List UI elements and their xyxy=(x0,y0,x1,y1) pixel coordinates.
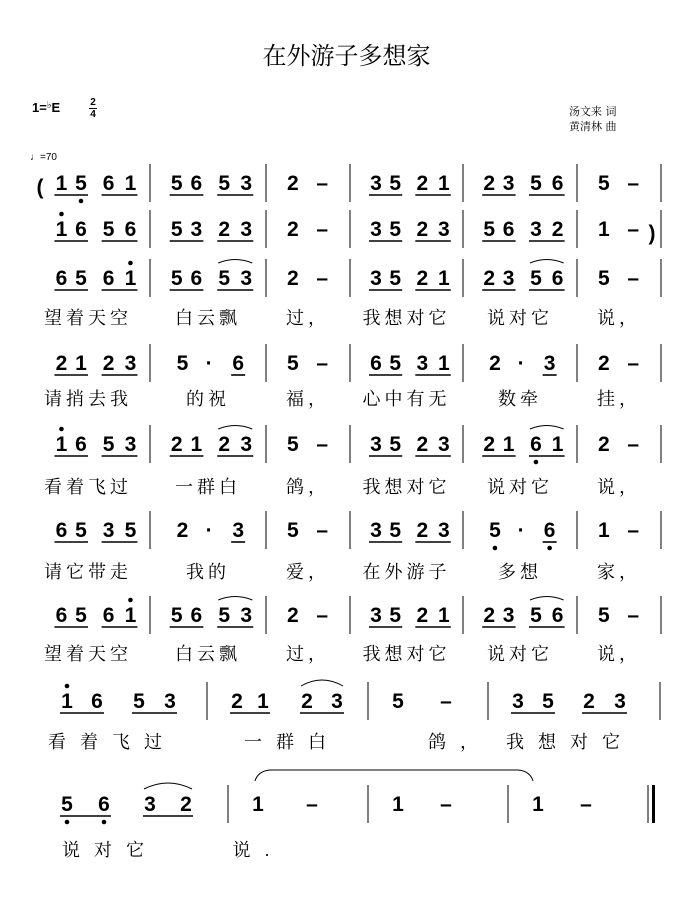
lyric-segment: 望着天空 xyxy=(44,644,132,664)
hold-dash: – xyxy=(627,352,640,375)
note-2: 2 xyxy=(218,218,231,241)
note-2: 2 xyxy=(218,433,231,456)
lyric-segment: 说， xyxy=(597,644,641,664)
note-1: 1 xyxy=(437,267,450,290)
note-2: 2 xyxy=(176,519,189,542)
lyric-segment: 白云飘 xyxy=(175,308,241,328)
note-5: 5 xyxy=(598,172,610,195)
close-parenthesis: ) xyxy=(648,222,656,245)
key-prefix: 1= xyxy=(32,100,47,115)
note-1: 1 xyxy=(437,604,450,627)
time-signature-top: 2 xyxy=(90,97,96,108)
lyric-segment: 说对它 xyxy=(62,840,158,860)
low-octave-dot xyxy=(493,546,498,551)
note-3: 3 xyxy=(240,604,253,627)
note-3: 3 xyxy=(370,519,382,542)
note-5: 5 xyxy=(61,793,73,816)
note-5: 5 xyxy=(124,519,137,542)
song-title: 在外游子多想家 xyxy=(262,42,431,70)
note-5: 5 xyxy=(75,519,87,542)
note-3: 3 xyxy=(102,519,115,542)
lyric-segment: 的祝 xyxy=(186,389,230,409)
lyric-segment: 过， xyxy=(286,644,330,664)
note-6: 6 xyxy=(55,604,68,627)
note-2: 2 xyxy=(483,604,496,627)
note-2: 2 xyxy=(416,172,429,195)
note-3: 3 xyxy=(370,267,382,290)
note-2: 2 xyxy=(301,690,313,713)
note-3: 3 xyxy=(240,433,253,456)
note-3: 3 xyxy=(232,519,245,542)
note-6: 6 xyxy=(190,604,203,627)
tie-slur xyxy=(255,770,533,781)
note-1: 1 xyxy=(532,793,544,816)
note-3: 3 xyxy=(502,172,515,195)
note-6: 6 xyxy=(551,172,564,195)
note-1: 1 xyxy=(190,433,203,456)
hold-dash: – xyxy=(316,604,329,627)
low-octave-dot xyxy=(102,820,107,825)
note-1: 1 xyxy=(75,352,87,375)
lyric-segment: 说. xyxy=(232,840,284,860)
note-5: 5 xyxy=(133,690,145,713)
high-octave-dot xyxy=(59,212,64,217)
note-5: 5 xyxy=(530,267,542,290)
lyric-segment: 鸽， xyxy=(428,732,492,752)
hold-dash: – xyxy=(316,352,329,375)
slur xyxy=(530,260,564,264)
note-2: 2 xyxy=(55,352,68,375)
note-2: 2 xyxy=(598,352,610,375)
note-1: 1 xyxy=(598,218,610,241)
note-6: 6 xyxy=(102,267,115,290)
note-1: 1 xyxy=(598,519,610,542)
lyric-segment: 福， xyxy=(286,389,330,409)
hold-dash: – xyxy=(316,433,329,456)
note-1: 1 xyxy=(392,793,404,816)
hold-dash: – xyxy=(627,172,640,195)
note-3: 3 xyxy=(543,352,556,375)
note-3: 3 xyxy=(416,352,429,375)
lyric-segment: 家， xyxy=(597,562,641,582)
note-1: 1 xyxy=(55,218,68,241)
note-6: 6 xyxy=(75,433,87,456)
lyric-segment: 我想对它 xyxy=(362,644,451,664)
note-5: 5 xyxy=(389,604,402,627)
note-5: 5 xyxy=(389,433,402,456)
note-1: 1 xyxy=(55,172,68,195)
lyric-segment: 说对它 xyxy=(487,644,553,664)
time-signature-bottom: 4 xyxy=(90,109,96,120)
note-3: 3 xyxy=(370,604,382,627)
lyric-segment: 过， xyxy=(286,308,330,328)
note-6: 6 xyxy=(190,267,203,290)
lyric-segment: 我想对它 xyxy=(362,477,451,497)
note-1: 1 xyxy=(61,690,73,713)
note-2: 2 xyxy=(598,433,610,456)
lyric-segment: 说对它 xyxy=(487,477,553,497)
note-5: 5 xyxy=(389,267,402,290)
hold-dash: – xyxy=(306,793,318,816)
note-5: 5 xyxy=(530,604,542,627)
tempo-marking: ♩=70 xyxy=(30,152,57,163)
lyricist-credit: 汤文来 词 xyxy=(569,105,617,118)
note-6: 6 xyxy=(102,604,115,627)
high-octave-dot xyxy=(59,427,64,432)
note-1: 1 xyxy=(124,604,137,627)
note-3: 3 xyxy=(437,433,450,456)
lyric-segment: 我想对它 xyxy=(362,308,451,328)
note-3: 3 xyxy=(164,690,176,713)
note-2: 2 xyxy=(489,352,501,375)
lyric-segment: 在外游子 xyxy=(362,562,451,582)
note-2: 2 xyxy=(551,218,564,241)
note-5: 5 xyxy=(170,172,183,195)
note-2: 2 xyxy=(180,793,192,816)
beams-dots-slurs xyxy=(54,195,627,824)
slur xyxy=(218,260,252,264)
note-5: 5 xyxy=(542,690,554,713)
note-3: 3 xyxy=(240,218,253,241)
lyric-segment: 挂， xyxy=(597,389,641,409)
note-6: 6 xyxy=(124,218,137,241)
hold-dash: – xyxy=(627,267,640,290)
note-1: 1 xyxy=(124,267,137,290)
note-3: 3 xyxy=(437,218,450,241)
lyric-segment: 爱， xyxy=(286,562,330,582)
lyric-segment: 请捎去我 xyxy=(44,389,132,409)
hold-dash: – xyxy=(580,793,592,816)
note-5: 5 xyxy=(218,267,231,290)
note-5: 5 xyxy=(75,604,87,627)
note-5: 5 xyxy=(598,267,610,290)
note-6: 6 xyxy=(530,433,542,456)
note-3: 3 xyxy=(240,172,253,195)
note-5: 5 xyxy=(176,352,189,375)
slur xyxy=(301,680,343,686)
dot-note: · xyxy=(205,519,213,542)
note-3: 3 xyxy=(144,793,156,816)
slur xyxy=(530,597,564,601)
note-2: 2 xyxy=(483,433,496,456)
note-2: 2 xyxy=(231,690,243,713)
note-2: 2 xyxy=(583,690,595,713)
hold-dash: – xyxy=(627,218,640,241)
note-6: 6 xyxy=(55,519,68,542)
note-2: 2 xyxy=(287,172,299,195)
note-2: 2 xyxy=(287,267,299,290)
lyric-segment: 说对它 xyxy=(487,308,553,328)
low-octave-dot xyxy=(547,546,552,551)
note-5: 5 xyxy=(75,267,87,290)
note-5: 5 xyxy=(287,352,299,375)
note-1: 1 xyxy=(55,433,68,456)
hold-dash: – xyxy=(316,519,329,542)
note-6: 6 xyxy=(232,352,245,375)
note-6: 6 xyxy=(551,604,564,627)
lyric-segment: 鸽， xyxy=(286,477,330,497)
note-3: 3 xyxy=(370,172,382,195)
note-1: 1 xyxy=(252,793,264,816)
note-5: 5 xyxy=(170,218,183,241)
low-octave-dot xyxy=(65,820,70,825)
lyric-segment: 看着飞过 xyxy=(44,477,132,497)
note-6: 6 xyxy=(91,690,103,713)
dot-note: · xyxy=(205,352,213,375)
hold-dash: – xyxy=(627,519,640,542)
note-2: 2 xyxy=(287,604,299,627)
lyric-segment: 看着飞过 xyxy=(48,732,176,752)
note-6: 6 xyxy=(543,519,556,542)
note-6: 6 xyxy=(75,218,87,241)
note-5: 5 xyxy=(389,352,402,375)
note-3: 3 xyxy=(530,218,542,241)
dot-note: · xyxy=(517,519,525,542)
lyric-segment: 我的 xyxy=(186,562,230,582)
note-1: 1 xyxy=(124,172,137,195)
note-3: 3 xyxy=(124,352,137,375)
note-3: 3 xyxy=(240,267,253,290)
note-1: 1 xyxy=(257,690,269,713)
note-5: 5 xyxy=(75,172,87,195)
slur xyxy=(218,426,252,430)
flat-sign: ♭ xyxy=(46,100,52,111)
lyric-segment: 说， xyxy=(597,308,641,328)
lyric-segment: 心中有无 xyxy=(362,389,451,409)
lyric-segment: 多想 xyxy=(498,562,542,582)
lyric-segment: 望着天空 xyxy=(44,308,132,328)
hold-dash: – xyxy=(440,793,452,816)
note-3: 3 xyxy=(370,433,382,456)
note-3: 3 xyxy=(502,267,515,290)
note-2: 2 xyxy=(416,218,429,241)
note-1: 1 xyxy=(502,433,515,456)
slur xyxy=(144,783,192,789)
note-5: 5 xyxy=(287,519,299,542)
note-1: 1 xyxy=(437,352,450,375)
note-2: 2 xyxy=(483,267,496,290)
lyric-segment: 一群白 xyxy=(244,732,340,752)
note-6: 6 xyxy=(98,793,110,816)
final-barline-thick xyxy=(652,785,655,823)
note-3: 3 xyxy=(614,690,626,713)
note-5: 5 xyxy=(598,604,610,627)
note-1: 1 xyxy=(551,433,564,456)
note-5: 5 xyxy=(218,172,231,195)
note-6: 6 xyxy=(551,267,564,290)
note-2: 2 xyxy=(170,433,183,456)
note-3: 3 xyxy=(370,218,382,241)
note-5: 5 xyxy=(389,519,402,542)
note-2: 2 xyxy=(287,218,299,241)
note-5: 5 xyxy=(218,604,231,627)
note-5: 5 xyxy=(530,172,542,195)
slur xyxy=(530,426,564,430)
note-5: 5 xyxy=(102,218,115,241)
composer-credit: 黄清林 曲 xyxy=(569,120,617,133)
note-2: 2 xyxy=(416,267,429,290)
note-5: 5 xyxy=(389,172,402,195)
lyrics xyxy=(44,307,641,860)
high-octave-dot xyxy=(128,598,133,603)
lyric-segment: 数牵 xyxy=(498,389,542,409)
note-6: 6 xyxy=(190,172,203,195)
note-2: 2 xyxy=(483,172,496,195)
low-octave-dot xyxy=(79,199,84,204)
note-5: 5 xyxy=(170,604,183,627)
high-octave-dot xyxy=(128,261,133,266)
lyric-segment: 说， xyxy=(597,477,641,497)
note-5: 5 xyxy=(102,433,115,456)
note-5: 5 xyxy=(287,433,299,456)
note-3: 3 xyxy=(512,690,524,713)
note-3: 3 xyxy=(437,519,450,542)
note-5: 5 xyxy=(489,519,501,542)
note-3: 3 xyxy=(190,218,203,241)
note-6: 6 xyxy=(502,218,515,241)
high-octave-dot xyxy=(65,684,70,689)
slur xyxy=(218,597,252,601)
lyric-segment: 请它带走 xyxy=(44,562,132,582)
note-2: 2 xyxy=(416,433,429,456)
dot-note: · xyxy=(517,352,525,375)
lyric-segment: 我想对它 xyxy=(506,732,634,752)
note-5: 5 xyxy=(483,218,496,241)
key-note: E xyxy=(51,100,61,115)
lyric-segment: 白云飘 xyxy=(175,644,241,664)
hold-dash: – xyxy=(440,690,452,713)
lyric-segment: 一群白 xyxy=(175,477,241,497)
note-3: 3 xyxy=(124,433,137,456)
hold-dash: – xyxy=(316,267,329,290)
note-6: 6 xyxy=(55,267,68,290)
hold-dash: – xyxy=(316,172,329,195)
note-6: 6 xyxy=(102,172,115,195)
note-1: 1 xyxy=(437,172,450,195)
note-2: 2 xyxy=(102,352,115,375)
note-5: 5 xyxy=(392,690,404,713)
hold-dash: – xyxy=(627,604,640,627)
note-6: 6 xyxy=(370,352,382,375)
note-3: 3 xyxy=(331,690,343,713)
note-2: 2 xyxy=(416,519,429,542)
hold-dash: – xyxy=(316,218,329,241)
note-5: 5 xyxy=(170,267,183,290)
note-5: 5 xyxy=(389,218,402,241)
low-octave-dot xyxy=(534,460,539,465)
hold-dash: – xyxy=(627,433,640,456)
note-2: 2 xyxy=(416,604,429,627)
open-parenthesis: ( xyxy=(36,176,44,199)
note-3: 3 xyxy=(502,604,515,627)
